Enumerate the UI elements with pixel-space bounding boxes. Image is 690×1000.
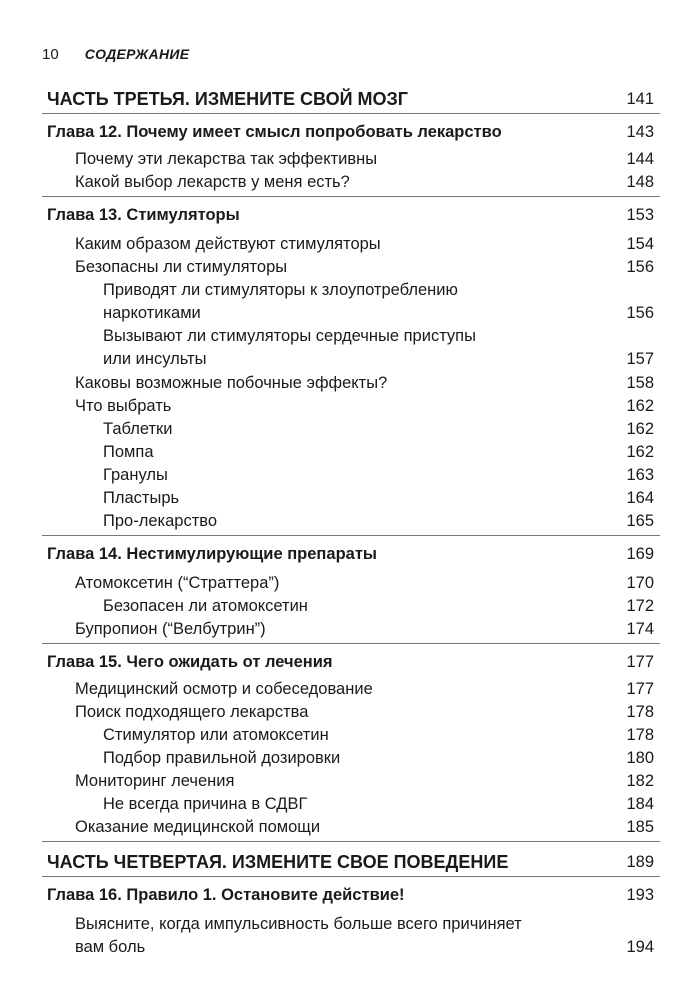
divider bbox=[42, 113, 660, 114]
toc-entry-title: Помпа bbox=[103, 443, 154, 461]
toc-entry-title: Пластырь bbox=[103, 489, 180, 507]
toc-entry-page: 182 bbox=[626, 772, 654, 790]
toc-entry-page: 177 bbox=[626, 653, 654, 671]
toc-entry-page: 193 bbox=[626, 886, 654, 904]
toc-entry-title: Таблетки bbox=[103, 420, 173, 438]
toc-entry-page: 184 bbox=[626, 795, 654, 813]
running-title: СОДЕРЖАНИЕ bbox=[84, 46, 190, 62]
toc-entry-title: Глава 15. Чего ожидать от лечения bbox=[47, 653, 333, 671]
toc-entry-page: 143 bbox=[626, 123, 654, 141]
toc-entry-page: 194 bbox=[626, 938, 654, 956]
toc-entry-title: Глава 14. Нестимулирующие препараты bbox=[47, 545, 377, 563]
divider bbox=[42, 196, 660, 197]
toc-entry-title: ЧАСТЬ ТРЕТЬЯ. ИЗМЕНИТЕ СВОЙ МОЗГ bbox=[47, 89, 408, 109]
toc-entry-page: 162 bbox=[626, 397, 654, 415]
toc-entry-page: 141 bbox=[626, 90, 654, 108]
toc-entry-title: Выясните, когда импульсивность больше всего причиняет bbox=[75, 915, 522, 933]
toc-entry-title: Не всегда причина в СДВГ bbox=[103, 795, 308, 813]
toc-entry-title: Безопасен ли атомоксетин bbox=[103, 597, 308, 615]
toc-entry-title: Подбор правильной дозировки bbox=[103, 749, 341, 767]
toc-entry-title: Гранулы bbox=[103, 466, 168, 484]
page-number: 10 bbox=[42, 46, 59, 63]
toc-entry-title: ЧАСТЬ ЧЕТВЕРТАЯ. ИЗМЕНИТЕ СВОЕ ПОВЕДЕНИЕ bbox=[47, 852, 509, 872]
toc-entry-title: Глава 16. Правило 1. Остановите действие! bbox=[47, 886, 405, 904]
toc-entry-title: Про-лекарство bbox=[103, 512, 218, 530]
toc-entry-page: 158 bbox=[626, 374, 654, 392]
toc-entry-page: 144 bbox=[626, 150, 654, 168]
toc-entry-page: 172 bbox=[626, 597, 654, 615]
toc-entry-page: 170 bbox=[626, 574, 654, 592]
toc-entry-page: 178 bbox=[626, 703, 654, 721]
toc-entry-page: 162 bbox=[626, 420, 654, 438]
toc-entry-page: 169 bbox=[626, 545, 654, 563]
toc-entry-page: 177 bbox=[626, 680, 654, 698]
divider bbox=[42, 876, 660, 877]
toc-entry-title: Приводят ли стимуляторы к злоупотреблению bbox=[103, 281, 458, 299]
toc-entry-page: 185 bbox=[626, 818, 654, 836]
toc-entry-page: 162 bbox=[626, 443, 654, 461]
toc-entry-page: 164 bbox=[626, 489, 654, 507]
toc-entry-page: 165 bbox=[626, 512, 654, 530]
toc-entry-title: Глава 13. Стимуляторы bbox=[47, 206, 240, 224]
toc-entry-title: Оказание медицинской помощи bbox=[75, 818, 321, 836]
toc-entry-page: 180 bbox=[626, 749, 654, 767]
toc-entry-title: Атомоксетин (“Страттера”) bbox=[75, 574, 280, 592]
toc-entry-title: вам боль bbox=[75, 938, 146, 956]
toc-entry-page: 148 bbox=[626, 173, 654, 191]
toc-entry-page: 174 bbox=[626, 620, 654, 638]
toc-entry-page: 157 bbox=[626, 350, 654, 368]
toc-entry-title: Стимулятор или атомоксетин bbox=[103, 726, 329, 744]
toc-entry-page: 153 bbox=[626, 206, 654, 224]
toc-entry-title: Медицинский осмотр и собеседование bbox=[75, 680, 373, 698]
toc-entry-page: 156 bbox=[626, 304, 654, 322]
toc-entry-title: или инсульты bbox=[103, 350, 207, 368]
toc-entry-page: 189 bbox=[626, 853, 654, 871]
divider bbox=[42, 535, 660, 536]
toc-entry-page: 178 bbox=[626, 726, 654, 744]
toc-entry-title: Почему эти лекарства так эффективны bbox=[75, 150, 378, 168]
toc-entry-page: 163 bbox=[626, 466, 654, 484]
toc-entry-title: Глава 12. Почему имеет смысл попробовать лекарство bbox=[47, 123, 502, 141]
toc-entry-title: наркотиками bbox=[103, 304, 201, 322]
toc-entry-page: 156 bbox=[626, 258, 654, 276]
toc-entry-title: Что выбрать bbox=[75, 397, 172, 415]
toc-entry-title: Мониторинг лечения bbox=[75, 772, 235, 790]
toc-entry-title: Каким образом действуют стимуляторы bbox=[75, 235, 381, 253]
toc-entry-page: 154 bbox=[626, 235, 654, 253]
toc-entry-title: Вызывают ли стимуляторы сердечные приступы bbox=[103, 327, 476, 345]
toc-entry-title: Какой выбор лекарств у меня есть? bbox=[75, 173, 350, 191]
toc-entry-title: Безопасны ли стимуляторы bbox=[75, 258, 288, 276]
toc-entry-title: Бупропион (“Велбутрин”) bbox=[75, 620, 266, 638]
divider bbox=[42, 841, 660, 842]
toc-entry-title: Поиск подходящего лекарства bbox=[75, 703, 309, 721]
toc-entry-title: Каковы возможные побочные эффекты? bbox=[75, 374, 388, 392]
divider bbox=[42, 643, 660, 644]
page-header bbox=[42, 46, 189, 63]
